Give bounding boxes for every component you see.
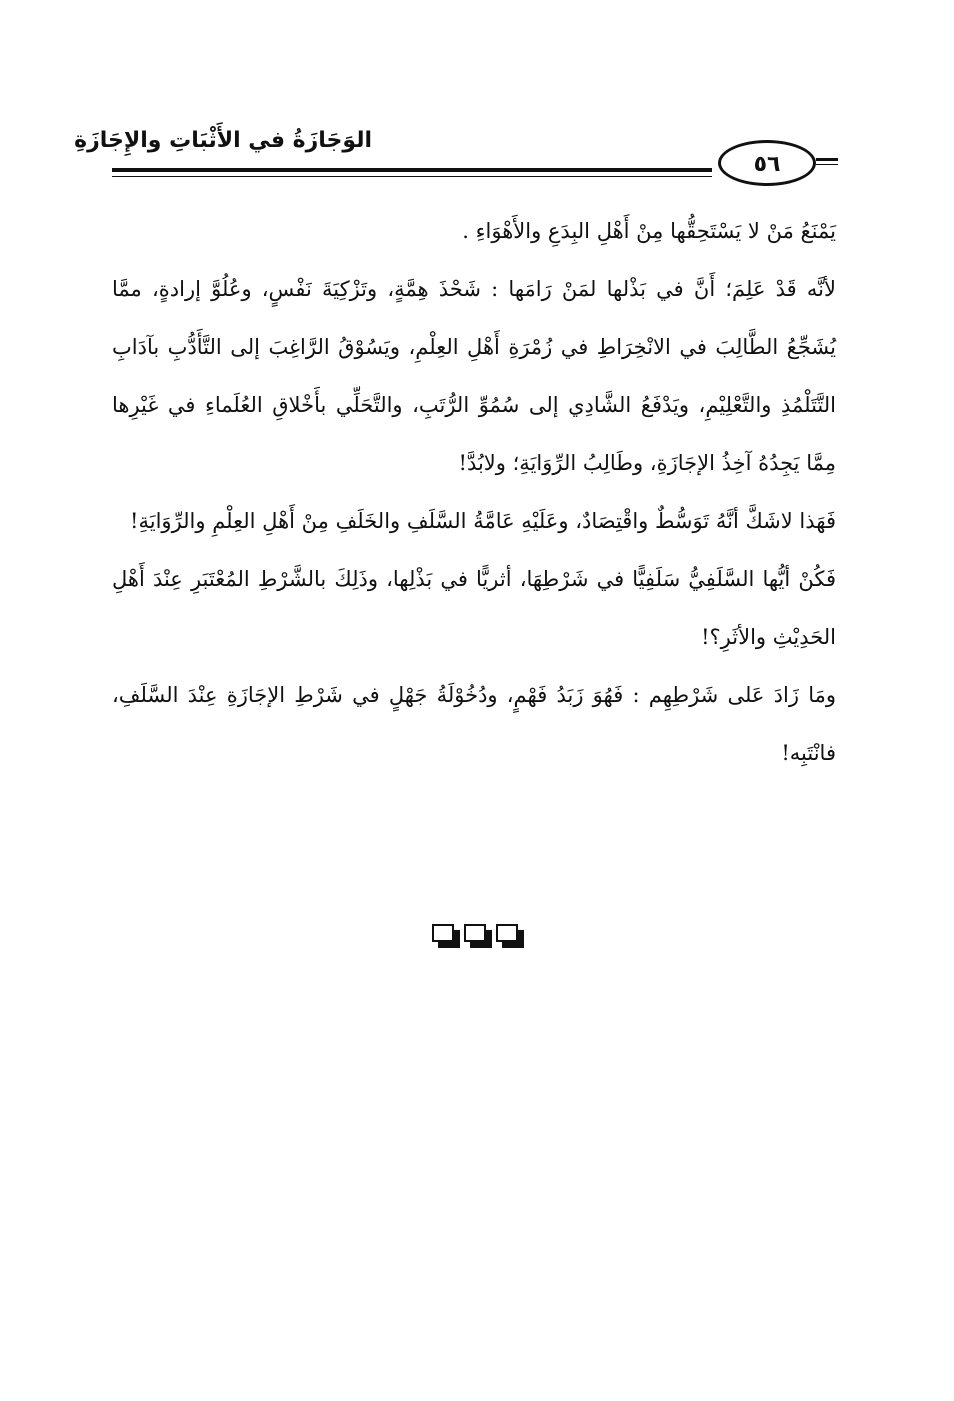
page-header — [74, 120, 836, 190]
running-title: الوَجَازَةُ في الأَثْبَاتِ والإِجَازَةِ — [74, 128, 372, 153]
section-separator-icon — [432, 920, 526, 948]
header-rule-tail-thin — [816, 164, 838, 165]
paragraph-3: فَهَذا لاشَكَّ أنَّهُ تَوَسُّطٌ واقْتِصَادٌ، وعَلَيْهِ عَامَّةُ السَّلَفِ والخَلَفِ مِنْ أَهْلِ العِلْمِ والرِّوَايَةِ! — [130, 509, 836, 533]
paragraph-4: فَكُنْ أيُّها السَّلَفِيُّ سَلَفِيًّا في شَرْطِهَا، أثريًّا في بَذْلِها، وذَلِكَ بالشَّرْطِ المُعْتَبَرِ عِنْدَ أَهْلِ الحَدِيْثِ والأثَرِ؟! — [112, 567, 836, 649]
separator-box-icon — [464, 924, 486, 942]
paragraph-2: لأنَّه قَدْ عَلِمَ؛ أَنَّ في بَذْلها لمَنْ رَامَها : شَحْذَ هِمَّةٍ، وتَزْكِيَةَ نَفْسٍ، وعُلُوَّ إرادةٍ، ممَّا يُشَجِّعُ الطَّالِبَ في الانْخِرَاطِ في زُمْرَةِ أَهْلِ العِلْمِ، ويَسُوْقُ الرَّاغِبَ إلى التَّأَدُّبِ بآدَابِ التَّتَلْمُذِ والتَّعْلِيْمِ، ويَدْفَعُ الشَّادِي إلى سُمُوِّ الرُّتَبِ، والتَّحَلِّي بأَخْلاقِ العُلَماءِ في غَيْرِها مِمَّا يَجِدُهُ آخِذُ الإجَازَةِ، وطَالِبُ الرِّوَايَةِ؛ ولابُدَّ! — [112, 277, 836, 475]
header-rule-tail-thick — [816, 158, 838, 161]
separator-box-icon — [496, 924, 518, 942]
separator-box-icon — [432, 924, 454, 942]
header-rule-thin — [112, 176, 712, 177]
page-number: ٥٦ — [753, 152, 781, 177]
body-text — [112, 202, 836, 782]
paragraph-1: يَمْنَعُ مَنْ لا يَسْتَحِقُّها مِنْ أَهْلِ البِدَعِ والأَهْوَاءِ . — [462, 219, 836, 243]
page-number-badge — [718, 140, 816, 186]
paragraph-5: ومَا زَادَ عَلى شَرْطِهِم : فَهُوَ زَبَدُ فَهْمٍ، ودُخُوْلَةُ جَهْلٍ في شَرْطِ الإجَازَةِ عِنْدَ السَّلَفِ، فانْتَبِه! — [112, 683, 836, 765]
header-rule-thick — [112, 168, 712, 172]
